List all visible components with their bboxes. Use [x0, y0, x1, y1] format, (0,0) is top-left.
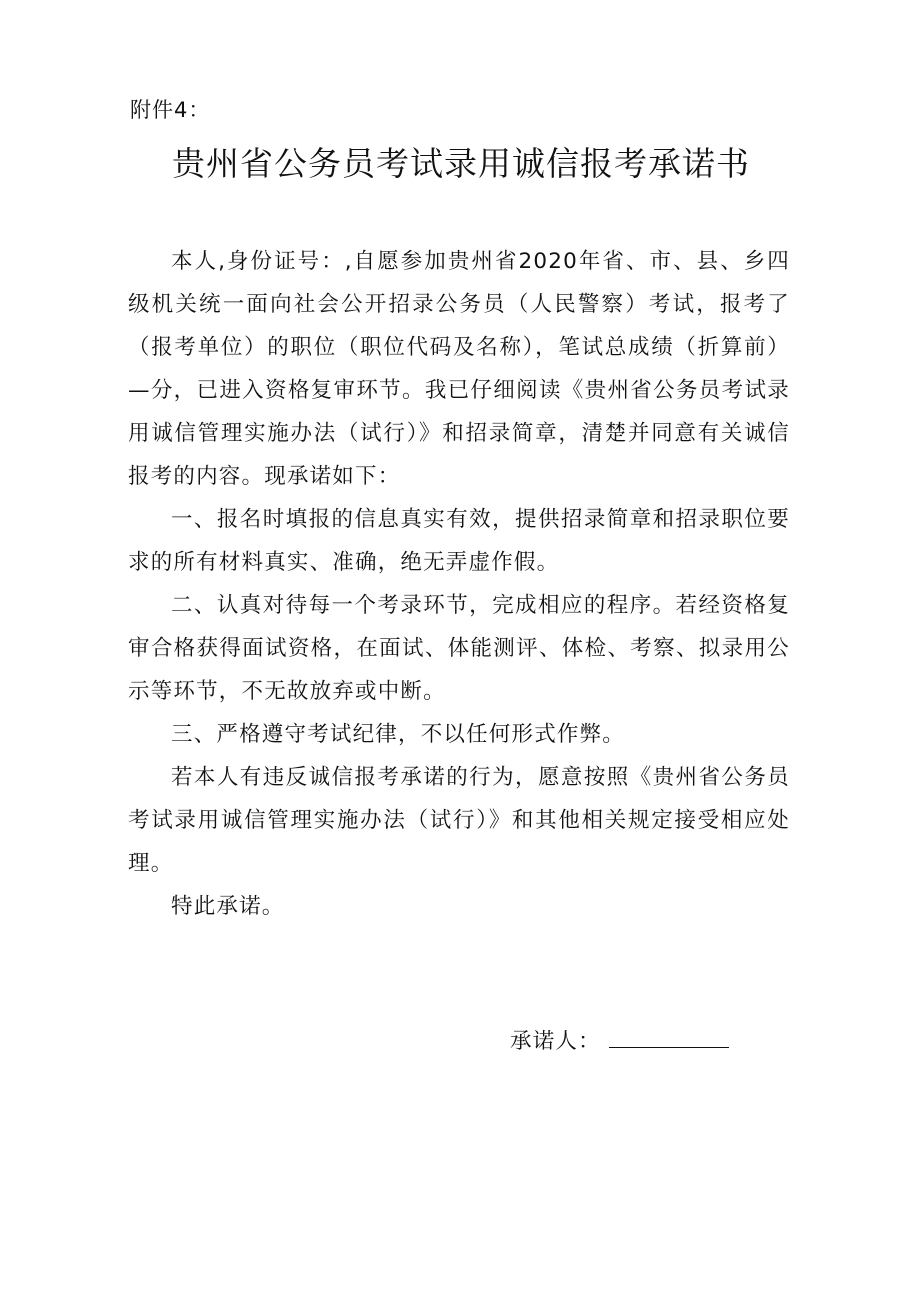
signature-line: [609, 1025, 729, 1048]
violation-paragraph: 若本人有违反诚信报考承诺的行为，愿意按照《贵州省公务员考试录用诚信管理实施办法（试行）》和其他相关规定接受相应处理。: [128, 765, 790, 876]
commitment-item-one: 一、报名时填报的信息真实有效，提供招录简章和招录职位要求的所有材料真实、准确，绝无弄虚作假。: [128, 507, 790, 575]
closing-paragraph: 特此承诺。: [171, 894, 285, 919]
document-title: 贵州省公务员考试录用诚信报考承诺书: [172, 144, 750, 183]
signature-block: [510, 1025, 729, 1058]
commitment-item-two: 二、认真对待每一个考录环节，完成相应的程序。若经资格复审合格获得面试资格，在面试、体能测评、体检、考察、拟录用公示等环节，不无故放弃或中断。: [128, 593, 790, 704]
commitment-body: [128, 240, 790, 928]
attachment-label: 附件4：: [130, 98, 211, 122]
commitment-item-three: 三、严格遵守考试纪律，不以任何形式作弊。: [171, 722, 626, 747]
signature-label: 承诺人：: [510, 1029, 601, 1054]
intro-paragraph: 本人,身份证号：,自愿参加贵州省2020年省、市、县、乡四级机关统一面向社会公开招录公务员（人民警察）考试，报考了（报考单位）的职位（职位代码及名称），笔试总成绩（折算前）—分，已进入资格复审环节。我已仔细阅读《贵州省公务员考试录用诚信管理实施办法（试行）》和招录简章，清楚并同意有关诚信报考的内容。现承诺如下：: [128, 249, 790, 489]
